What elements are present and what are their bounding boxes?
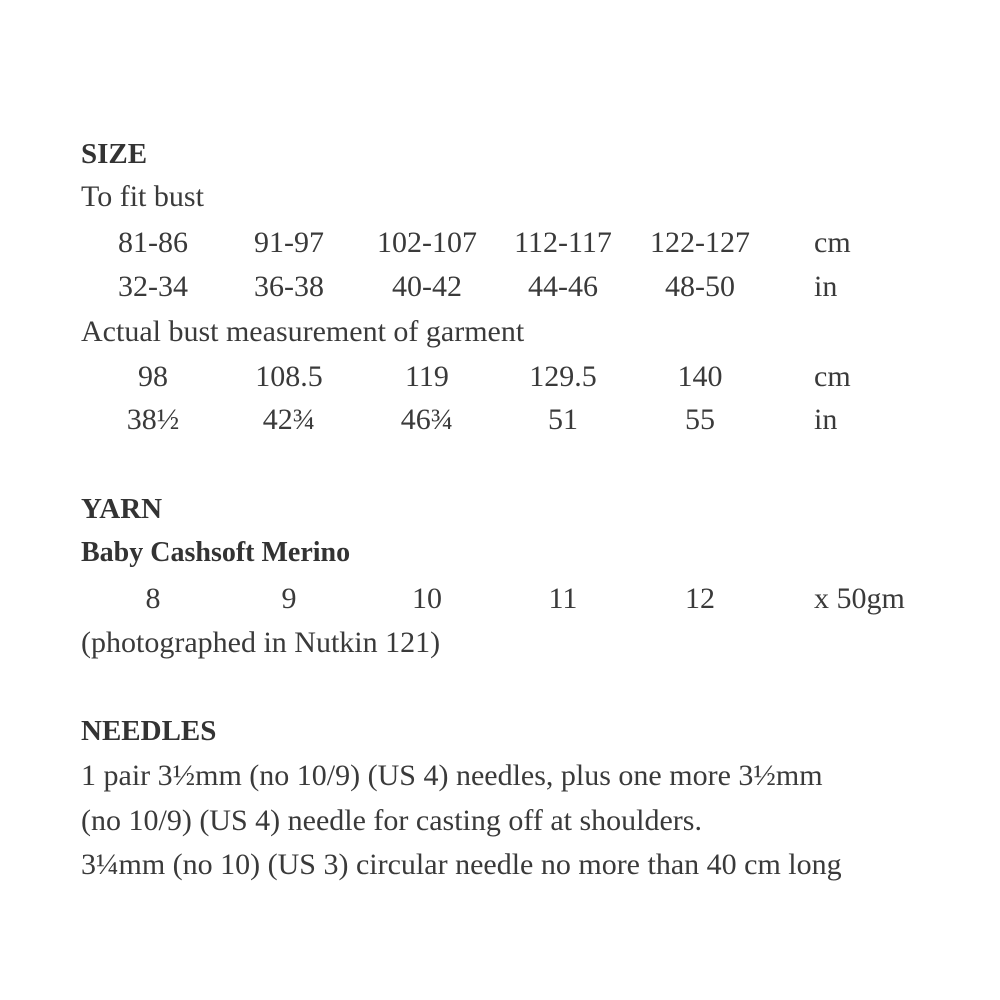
yarn-quantity-value: 11	[548, 582, 578, 615]
to-fit-in-value: 44-46	[528, 270, 598, 303]
to-fit-cm-value: 102-107	[377, 226, 477, 259]
to-fit-cm-value: 91-97	[254, 226, 324, 259]
actual-cm-value: 119	[405, 360, 449, 393]
actual-cm-value: 140	[677, 360, 723, 393]
needles-line-1: 1 pair 3½mm (no 10/9) (US 4) needles, plus one more 3½mm	[81, 759, 823, 792]
to-fit-in-value: 32-34	[118, 270, 188, 303]
actual-in-value: 51	[548, 403, 578, 436]
needles-heading: NEEDLES	[81, 715, 217, 747]
to-fit-cm-value: 81-86	[118, 226, 188, 259]
yarn-quantity-value: 8	[145, 582, 161, 615]
actual-in-value: 38½	[126, 403, 180, 436]
yarn-name: Baby Cashsoft Merino	[81, 537, 351, 568]
to-fit-cm-value: 122-127	[650, 226, 750, 259]
yarn-heading: YARN	[81, 493, 163, 525]
to-fit-in-value: 36-38	[254, 270, 324, 303]
actual-cm-unit: cm	[814, 360, 851, 393]
yarn-quantity-value: 9	[281, 582, 297, 615]
size-heading: SIZE	[81, 138, 148, 170]
needles-line-3: 3¼mm (no 10) (US 3) circular needle no more than 40 cm long	[81, 848, 842, 881]
actual-in-value: 55	[685, 403, 715, 436]
needles-line-2: (no 10/9) (US 4) needle for casting off at shoulders.	[81, 804, 702, 837]
actual-cm-value: 108.5	[255, 360, 323, 393]
actual-cm-value: 129.5	[529, 360, 597, 393]
actual-bust-label: Actual bust measurement of garment	[81, 315, 525, 348]
to-fit-cm-unit: cm	[814, 226, 851, 259]
actual-in-unit: in	[814, 403, 838, 436]
to-fit-cm-value: 112-117	[514, 226, 612, 259]
yarn-quantity-value: 10	[412, 582, 442, 615]
to-fit-in-value: 48-50	[665, 270, 735, 303]
yarn-quantity-value: 12	[685, 582, 715, 615]
to-fit-in-unit: in	[814, 270, 838, 303]
to-fit-bust-label: To fit bust	[81, 180, 204, 213]
actual-in-value: 46¾	[400, 403, 454, 436]
yarn-quantity-unit: x 50gm	[814, 582, 905, 615]
actual-cm-value: 98	[138, 360, 168, 393]
actual-in-value: 42¾	[262, 403, 316, 436]
to-fit-in-value: 40-42	[392, 270, 462, 303]
yarn-note: (photographed in Nutkin 121)	[81, 626, 441, 659]
